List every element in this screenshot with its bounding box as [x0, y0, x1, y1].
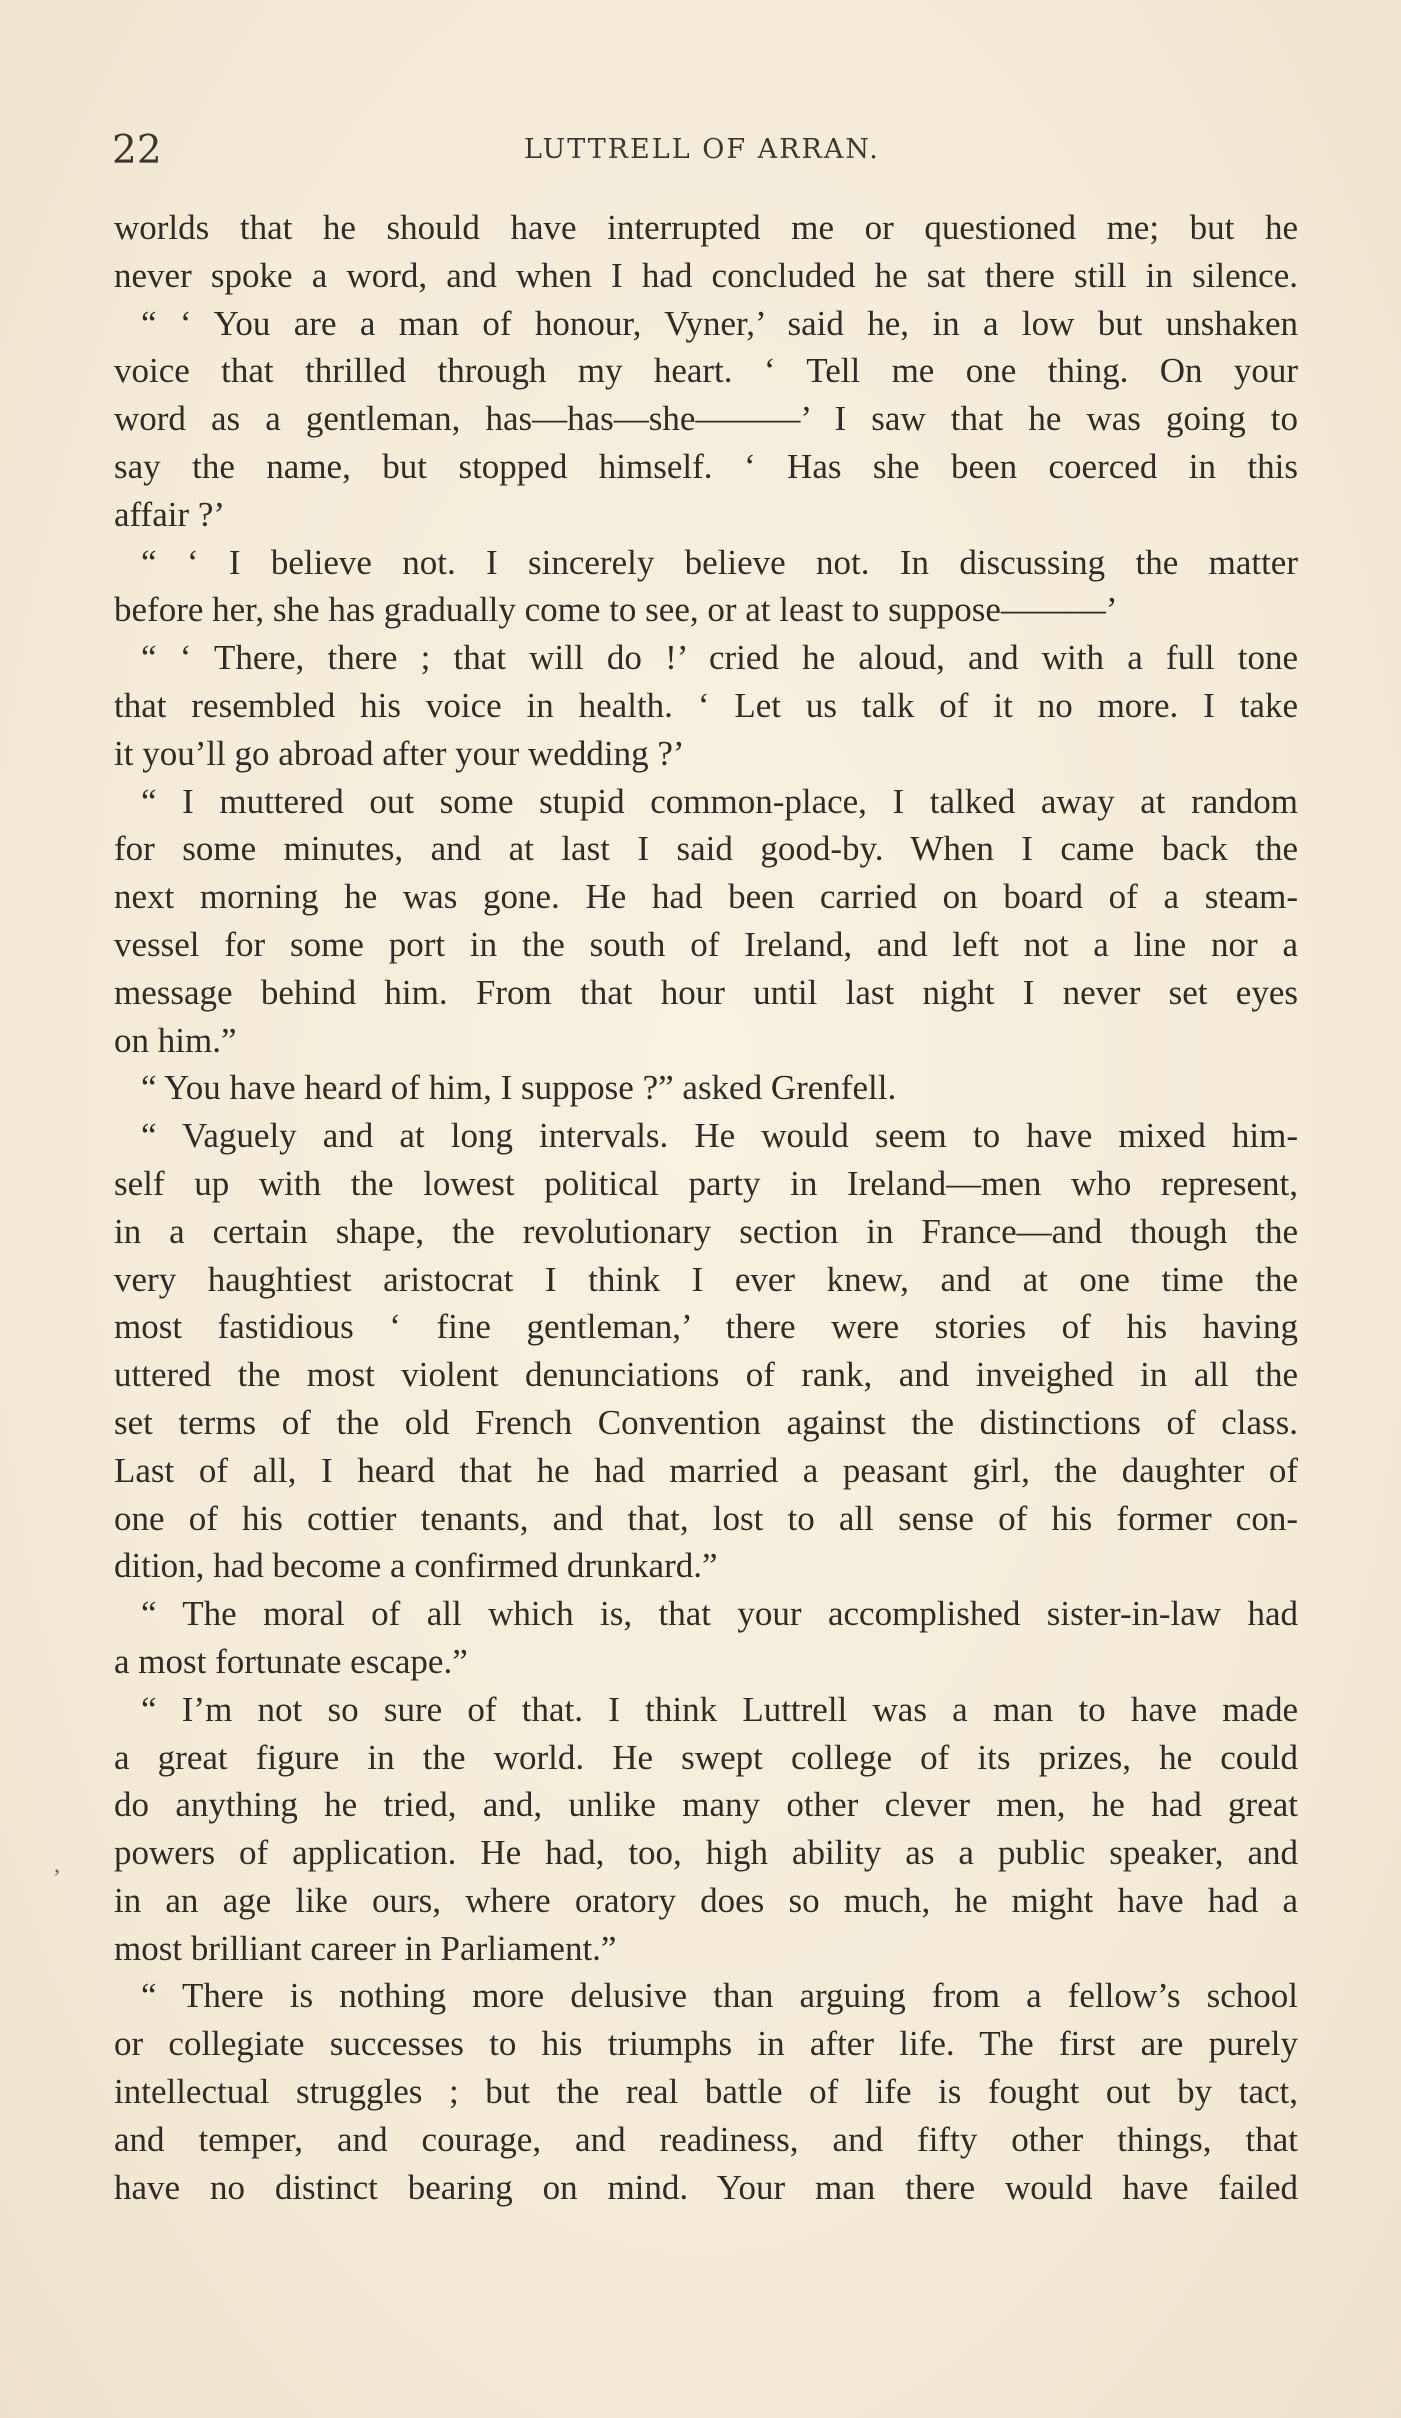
text-line: “ ‘ There, there ; that will do !’ cried he aloud, and with a full tone	[141, 638, 1298, 678]
text-line: intellectual struggles ; but the real battle of life is fought out by tact,	[114, 2072, 1298, 2112]
text-line: or collegiate successes to his triumphs in after life. The first are purely	[114, 2024, 1298, 2064]
page-number: 22	[112, 128, 162, 173]
text-line: message behind him. From that hour until last night I never set eyes	[114, 972, 1298, 1012]
text-line: “ ‘ I believe not. I sincerely believe not. In discussing the matter	[141, 542, 1298, 582]
text-line: uttered the most violent denunciations of rank, and inveighed in all the	[114, 1355, 1298, 1395]
text-line: never spoke a word, and when I had concluded he sat there still in silence.	[114, 255, 1298, 295]
text-line: say the name, but stopped himself. ‘ Has she been coerced in this	[114, 446, 1298, 486]
text-line: a most fortunate escape.”	[114, 1641, 468, 1681]
text-line: before her, she has gradually come to see, or at least to suppose———’	[114, 590, 1118, 630]
text-line: “ The moral of all which is, that your accomplished sister-in-law had	[141, 1594, 1298, 1634]
text-line: on him.”	[114, 1020, 237, 1060]
text-line: word as a gentleman, has—has—she———’ I saw that he was going to	[114, 399, 1298, 439]
text-line: Last of all, I heard that he had married a peasant girl, the daughter of	[114, 1450, 1298, 1490]
text-line: very haughtiest aristocrat I think I ever knew, and at one time the	[114, 1259, 1298, 1299]
running-title: LUTTRELL OF ARRAN.	[524, 134, 880, 165]
text-line: that resembled his voice in health. ‘ Let us talk of it no more. I take	[114, 685, 1298, 725]
text-line: a great figure in the world. He swept college of its prizes, he could	[114, 1737, 1298, 1777]
text-line: “ ‘ You are a man of honour, Vyner,’ said he, in a low but unshaken	[141, 303, 1298, 343]
margin-ink-mark: ,	[54, 1852, 60, 1878]
page-header	[112, 128, 1297, 188]
text-line: “ There is nothing more delusive than arguing from a fellow’s school	[141, 1976, 1298, 2016]
text-line: one of his cottier tenants, and that, lost to all sense of his former con-	[114, 1498, 1298, 1538]
body-text	[114, 204, 1298, 2211]
text-line: “ I’m not so sure of that. I think Luttrell was a man to have made	[141, 1689, 1298, 1729]
text-line: voice that thrilled through my heart. ‘ Tell me one thing. On your	[114, 351, 1298, 391]
text-line: vessel for some port in the south of Ireland, and left not a line nor a	[114, 924, 1298, 964]
text-line: dition, had become a confirmed drunkard.”	[114, 1546, 718, 1586]
text-line: in a certain shape, the revolutionary section in France—and though the	[114, 1211, 1298, 1251]
text-line: most fastidious ‘ fine gentleman,’ there were stories of his having	[114, 1307, 1298, 1347]
text-line: self up with the lowest political party in Ireland—men who represent,	[114, 1163, 1298, 1203]
text-line: affair ?’	[114, 494, 226, 534]
text-line: in an age like ours, where oratory does so much, he might have had a	[114, 1880, 1298, 1920]
text-line: do anything he tried, and, unlike many other clever men, he had great	[114, 1785, 1298, 1825]
text-line: set terms of the old French Convention against the distinctions of class.	[114, 1402, 1298, 1442]
text-line: powers of application. He had, too, high ability as a public speaker, and	[114, 1833, 1298, 1873]
text-line: worlds that he should have interrupted me or questioned me; but he	[114, 208, 1298, 247]
text-line: have no distinct bearing on mind. Your man there would have failed	[114, 2167, 1298, 2207]
text-line: “ You have heard of him, I suppose ?” asked Grenfell.	[141, 1068, 897, 1108]
text-line: “ Vaguely and at long intervals. He would seem to have mixed him-	[141, 1116, 1298, 1156]
text-line: most brilliant career in Parliament.”	[114, 1928, 617, 1968]
text-line: “ I muttered out some stupid common-place, I talked away at random	[141, 781, 1298, 821]
text-line: next morning he was gone. He had been carried on board of a steam-	[114, 877, 1298, 917]
text-line: and temper, and courage, and readiness, and fifty other things, that	[114, 2119, 1298, 2159]
text-line: it you’ll go abroad after your wedding ?’	[114, 733, 685, 773]
text-line: for some minutes, and at last I said good-by. When I came back the	[114, 829, 1298, 869]
